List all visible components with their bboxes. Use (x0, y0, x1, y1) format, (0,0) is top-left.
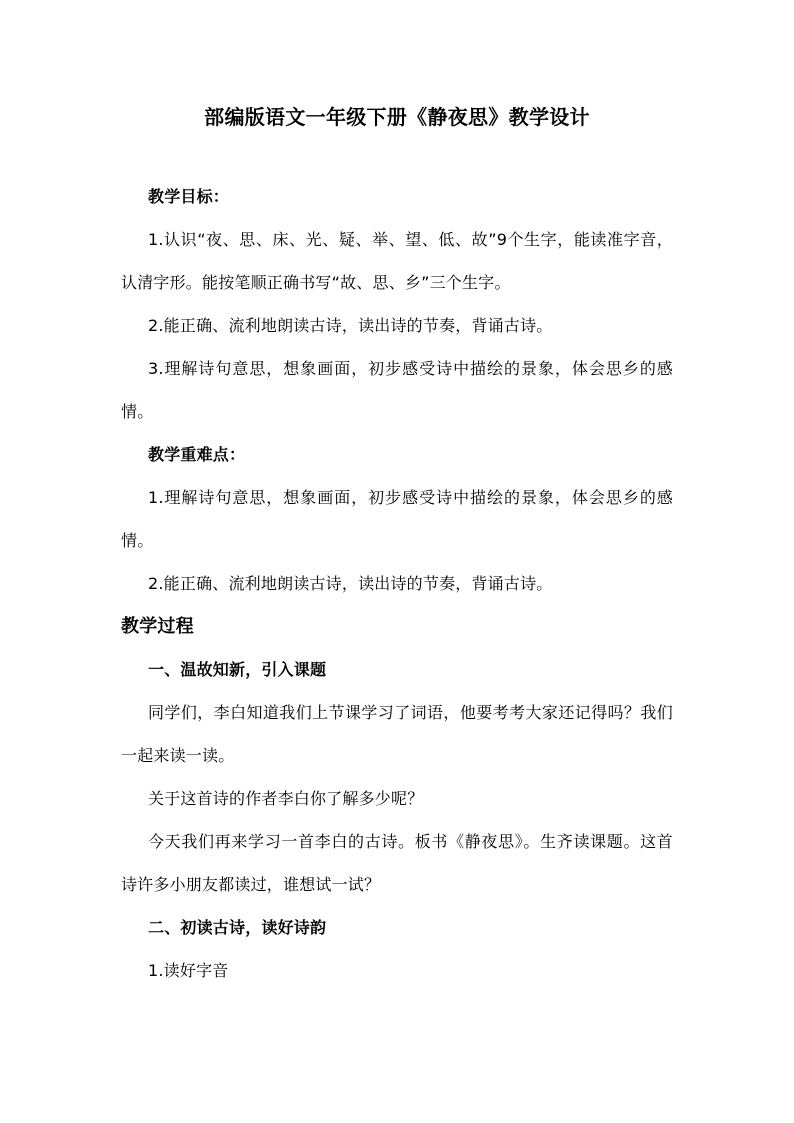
document-title: 部编版语文一年级下册《静夜思》教学设计 (204, 105, 590, 129)
document-body (121, 175, 673, 992)
objective-3: 3.理解诗句意思，想象画面，初步感受诗中描绘的景象，体会思乡的感情。 (121, 359, 673, 421)
objective-1: 1.认识“夜、思、床、光、疑、举、望、低、故”9个生字，能读准字音，认清字形。能按笔顺正确书写“故、思、乡”三个生字。 (121, 230, 673, 292)
process-heading: 教学过程 (121, 616, 194, 637)
section-2-heading: 二、初读古诗，读好诗韵 (148, 918, 327, 937)
key-point-2: 2.能正确、流利地朗读古诗，读出诗的节奏，背诵古诗。 (148, 574, 553, 593)
key-point-1: 1.理解诗句意思，想象画面，初步感受诗中描绘的景象，体会思乡的感情。 (121, 488, 673, 550)
section-1-para-1: 同学们，李白知道我们上节课学习了词语，他要考考大家还记得吗？我们一起来读一读。 (121, 703, 673, 765)
key-points-heading: 教学重难点： (148, 445, 246, 464)
objectives-heading: 教学目标： (148, 187, 230, 206)
section-1-para-3: 今天我们再来学习一首李白的古诗。板书《静夜思》。生齐读课题。这首诗许多小朋友都读过，谁想试一试？ (121, 832, 673, 894)
section-2-item-1: 1.读好字音 (148, 961, 229, 980)
section-1-para-2: 关于这首诗的作者李白你了解多少呢？ (148, 789, 424, 808)
section-1-heading: 一、温故知新，引入课题 (148, 660, 327, 679)
objective-2: 2.能正确、流利地朗读古诗，读出诗的节奏，背诵古诗。 (148, 316, 553, 335)
